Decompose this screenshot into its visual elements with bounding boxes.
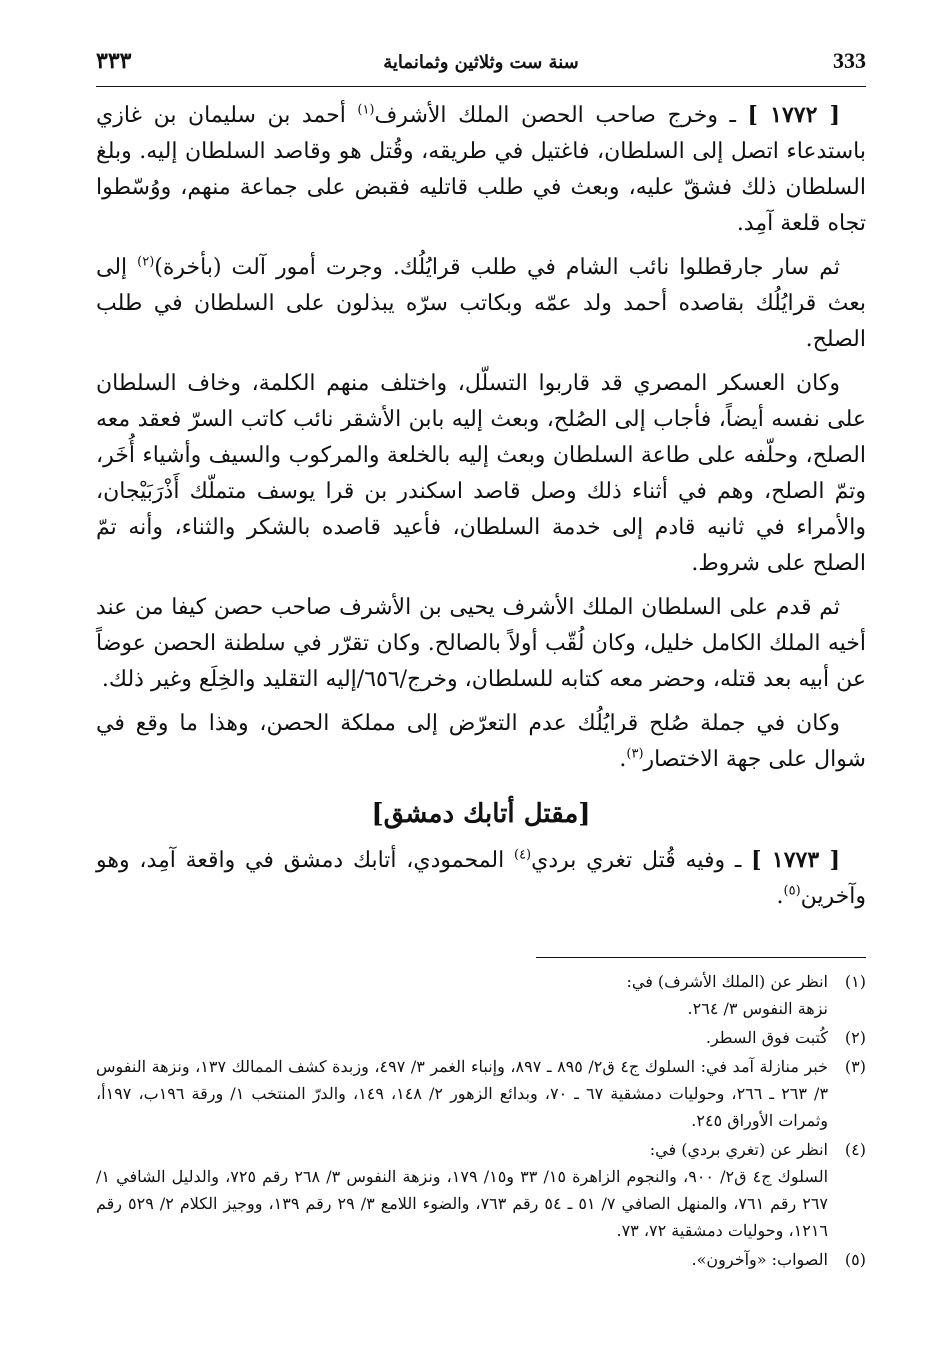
entry-number: [ ١٧٧٣ ] [751,847,840,873]
footnote-2 [96,1024,866,1051]
footnote-number: (١) [844,972,866,991]
footnote-line: الصواب: «وآخرون». [691,1250,828,1269]
paragraph-4: ثم قدم على السلطان الملك الأشرف يحيى بن الأشرف صاحب حصن كيفا من عند أخيه الملك الكامل خليل، وكان لُقّب أولاً بالصالح. وكان تقرّر في سلطنة الحصن عوضاً عن أبيه بعد قتله، وحضر معه كتابه للسلطان، وخرج/٦٥٦/إليه التقليد والخِلَع وغير ذلك. [96,595,866,692]
paragraph-1772 [96,97,866,242]
paragraph-text: . [619,747,627,772]
footnote-number: (٣) [844,1057,866,1076]
running-title: سنة ست وثلاثين وثمانماية [383,52,579,73]
footnote-number: (٢) [844,1028,866,1047]
paragraph-text: ثم سار جارقطلوا نائب الشام في طلب قرايُلُك. وجرت أمور آلت (بأخرة) [154,255,840,280]
footnote-body [96,1024,828,1051]
page-number-latin: 333 [833,48,866,73]
paragraph-text: ـ وفيه قُتل تغري بردي [531,848,752,873]
footnote-body [96,1053,828,1134]
footnotes [96,968,866,1273]
document-page [96,40,866,1340]
footnote-body [96,1246,828,1273]
paragraph-2 [96,250,866,358]
paragraph-text: إلى بعث قرايُلُك بقاصده أحمد ولد عمّه وبكاتب سرّه يبذلون على السلطان في طلب الصلح. [96,255,866,352]
footnote-4 [96,1136,866,1244]
footnote-ref[interactable]: (٢) [137,254,155,270]
footnote-1 [96,968,866,1022]
footnote-ref[interactable]: (١) [357,102,375,118]
footnote-ref[interactable]: (٥) [783,883,801,899]
footnote-ref[interactable]: (٣) [626,746,644,762]
footnote-line: انظر عن (الملك الأشرف) في: [626,972,828,991]
paragraph-text: أحمد بن سليمان بن غازي باستدعاء اتصل إلى السلطان، فاغتيل في طريقه، وقُتل هو وقاصد السلطان إليه. وبلغ السلطان ذلك فشقّ عليه، وبعث في طلب قاتليه فقبض على جماعة منهم، ووُسّطوا تجاه قلعة آمِد. [96,103,866,236]
paragraph-5 [96,706,866,778]
footnote-ref[interactable]: (٤) [513,847,532,863]
paragraph-1773 [96,842,866,915]
paragraph-3: وكان العسكر المصري قد قاربوا التسلّل، واختلف منهم الكلمة، وخاف السلطان على نفسه أيضاً، فأجاب إلى الصُلح، وبعث إليه بابن الأشقر نائب كاتب السرّ فعقد معه الصلح، وحلّفه على طاعة السلطان وبعث إليه بالخلعة والمركوب والسيف وأشياء أُخَر، وتمّ الصلح، وهم في أثناء ذلك وصل قاصد اسكندر بن قرا يوسف متملّك أَذْرَبَيْجان، والأمراء في ثانيه قادم إلى خدمة السلطان، فأعيد قاصده بالشكر والثناء، وأنه تمّ الصلح على شروط. [96,371,866,576]
footnote-line: نزهة النفوس ٣/ ٢٦٤. [687,999,828,1018]
paragraph-text: وكان في جملة صُلح قرايُلُك عدم التعرّض إلى مملكة الحصن، وهذا ما وقع في شوال على جهة الاختصار [96,711,866,772]
main-text [96,97,866,915]
footnote-number: (٤) [844,1140,866,1159]
paragraph-text: . [776,884,784,909]
footnote-divider [536,957,866,958]
section-heading: [مقتل أتابك دمشق] [371,799,591,829]
footnote-line: كُتبت فوق السطر. [705,1028,828,1047]
paragraph-text: المحمودي، أتابك دمشق في واقعة آمِد، وهو وآخرين [96,848,866,909]
footnote-body [96,1136,828,1244]
footnote-number: (٥) [844,1250,866,1269]
footnote-5 [96,1246,866,1273]
footnote-line: انظر عن (تغري بردي) في: [649,1140,828,1159]
footnote-line: السلوك ج٤ ق٢/ ٩٠٠، والنجوم الزاهرة ١٥/ ٣٣ و١٥/ ١٧٩، ونزهة النفوس ٣/ ٢٦٨ رقم ٧٢٥، والدليل الشافي ١/ ٢٦٧ رقم ٧٦١، والمنهل الصافي ٧/ ٥١ ـ ٥٤ رقم ٧٦٣، والضوء اللامع ٣/ ٢٩ رقم ١٣٩، ووجيز الكلام ٢/ ٥٢٩ رقم ١٢١٦، وحوليات دمشقية ٧٢، ٧٣. [96,1167,829,1240]
footnote-body [96,968,828,1022]
footnote-3 [96,1053,866,1134]
paragraph-text: ـ وخرج صاحب الحصن الملك الأشرف [374,103,748,128]
footnote-line: خبر منازلة آمد في: السلوك ج٤ ق٢/ ٨٩٥ ـ ٨٩٧، وإنباء الغمر ٣/ ٤٩٧، وزبدة كشف الممالك ١٣٧، ونزهة النفوس ٣/ ٢٦٣ ـ ٢٦٦، وحوليات دمشقية ٦٧ ـ ٧٠، وبدائع الزهور ٢/ ١٤٨، ١٤٩، والدرّ المنتخب ١/ ورقة ١٩٦ب، ١٩٧أ، وثمرات الأوراق ٢٤٥. [96,1057,829,1130]
page-header [96,40,866,87]
entry-number: [ ١٧٧٢ ] [747,102,840,128]
page-number-arabic: ٣٣٣ [96,48,132,74]
